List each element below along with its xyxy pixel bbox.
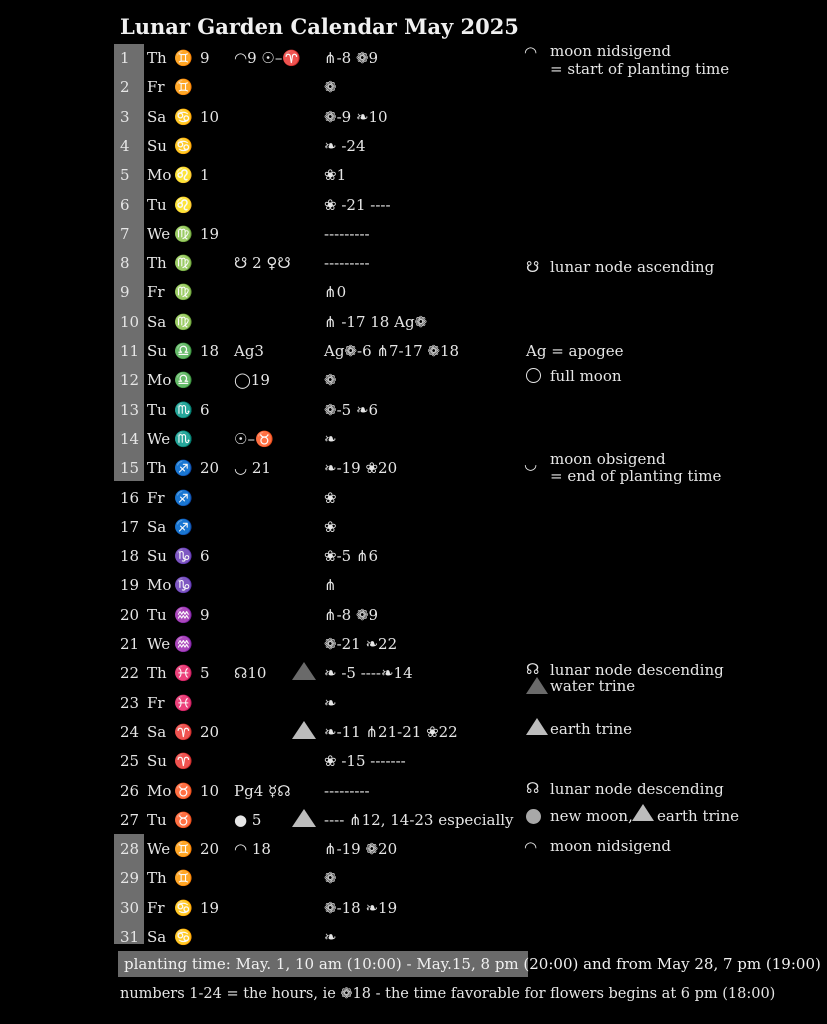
garden-period: ❧-11 ⋔21-21 ❀22: [324, 722, 458, 741]
weekday: Mo: [147, 781, 172, 800]
sign-change-hour: 19: [200, 898, 220, 917]
moon-event: ☊10: [234, 664, 267, 683]
weekday: We: [147, 840, 171, 859]
calendar-row: [0, 132, 827, 161]
weekday: Su: [147, 752, 167, 771]
day-number: 18: [120, 547, 140, 566]
hours-explanation: numbers 1-24 = the hours, ie ❁18 - the time favorable for flowers begins at 6 pm (18:00): [120, 986, 776, 1002]
zodiac-sign-icon: ♊: [174, 49, 193, 67]
garden-period: ❀: [324, 517, 337, 536]
weekday: Sa: [147, 928, 167, 946]
sign-change-hour: 20: [200, 840, 220, 859]
note-node-descending-2: lunar node descending: [550, 780, 724, 798]
day-number: 30: [120, 898, 140, 917]
garden-period: ⋔-19 ❁20: [324, 840, 398, 859]
note-moon-obsigend: moon obsigend: [550, 450, 666, 468]
moon-event: ☉–♉: [234, 429, 274, 448]
full-moon-icon: [526, 368, 541, 383]
weekday: Fr: [147, 693, 165, 712]
zodiac-sign-icon: ♌: [174, 195, 193, 214]
zodiac-sign-icon: ♈: [174, 752, 193, 771]
page-title: Lunar Garden Calendar May 2025: [120, 14, 519, 39]
garden-period: ❧: [324, 928, 337, 946]
day-number: 17: [120, 517, 140, 536]
note-moon-nidsigend-symbol-2: ◠: [524, 838, 538, 856]
day-number: 12: [120, 371, 140, 390]
weekday: Sa: [147, 312, 167, 331]
calendar-row: [0, 337, 827, 366]
garden-period: ❀-5 ⋔6: [324, 547, 379, 566]
new-moon-icon: [526, 809, 541, 824]
calendar-row: [0, 894, 827, 923]
moon-event: ☋ 2 ♀☋: [234, 254, 291, 273]
moon-event: ◯19: [234, 371, 270, 390]
zodiac-sign-icon: ♓: [174, 664, 193, 683]
sign-change-hour: 10: [200, 107, 220, 126]
calendar-row: [0, 630, 827, 659]
garden-period: ❁-18 ❧19: [324, 898, 398, 917]
day-number: 8: [120, 254, 130, 273]
garden-period: ❁: [324, 78, 337, 97]
garden-period: ❁-21 ❧22: [324, 635, 398, 653]
note-node-desc-icon: ☊: [526, 779, 540, 797]
zodiac-sign-icon: ♒: [174, 605, 193, 624]
note-node-descending: lunar node descending: [550, 661, 724, 679]
day-number: 31: [120, 928, 140, 946]
sign-change-hour: 18: [200, 342, 220, 360]
garden-period: ❁-5 ❧6: [324, 400, 379, 419]
day-number: 10: [120, 312, 140, 331]
garden-period: ---------: [324, 224, 370, 243]
garden-period: ❁-9 ❧10: [324, 107, 388, 126]
weekday: Su: [147, 136, 167, 155]
note-moon-nidsigend: moon nidsigend: [550, 42, 672, 60]
calendar-row: [0, 718, 827, 747]
note-node-desc-icon: ☊: [526, 660, 540, 678]
garden-period: ⋔ -17 18 Ag❁: [324, 312, 428, 331]
day-number: 21: [120, 635, 140, 653]
moon-event: ◠ 18: [234, 840, 271, 859]
zodiac-sign-icon: ♍: [174, 312, 193, 331]
zodiac-sign-icon: ♊: [174, 840, 193, 859]
zodiac-sign-icon: ♏: [174, 400, 193, 419]
weekday: Tu: [147, 400, 167, 419]
sign-change-hour: 20: [200, 722, 220, 741]
calendar-row: [0, 513, 827, 542]
zodiac-sign-icon: ♏: [174, 429, 193, 448]
weekday: Mo: [147, 166, 172, 185]
garden-period: ❧: [324, 693, 337, 712]
day-number: 23: [120, 693, 140, 712]
garden-period: ⋔-8 ❁9: [324, 605, 379, 624]
water-trine-icon: [526, 677, 548, 694]
zodiac-sign-icon: ♓: [174, 693, 193, 712]
weekday: Tu: [147, 605, 167, 624]
zodiac-sign-icon: ♋: [174, 107, 193, 126]
water-trine-icon: [292, 659, 316, 688]
day-number: 2: [120, 78, 130, 97]
weekday: Fr: [147, 283, 165, 302]
weekday: Th: [147, 869, 167, 888]
sign-change-hour: 5: [200, 664, 210, 683]
day-number: 24: [120, 722, 140, 741]
zodiac-sign-icon: ♒: [174, 635, 193, 653]
zodiac-sign-icon: ♊: [174, 869, 193, 888]
note-earth-trine: earth trine: [550, 720, 632, 738]
weekday: Su: [147, 342, 167, 360]
day-number: 22: [120, 664, 140, 683]
day-number: 28: [120, 840, 140, 859]
zodiac-sign-icon: ♉: [174, 781, 193, 800]
calendar-row: [0, 689, 827, 718]
garden-period: ❀1: [324, 166, 347, 185]
day-number: 11: [120, 342, 140, 360]
earth-trine-icon: [526, 718, 548, 735]
zodiac-sign-icon: ♈: [174, 722, 193, 741]
garden-period: ❀ -15 -------: [324, 752, 406, 771]
garden-period: ❧ -5 ----❧14: [324, 664, 413, 683]
day-number: 5: [120, 166, 130, 185]
garden-period: ---------: [324, 781, 370, 800]
day-number: 3: [120, 107, 130, 126]
day-number: 4: [120, 136, 130, 155]
zodiac-sign-icon: ♋: [174, 898, 193, 917]
zodiac-sign-icon: ♎: [174, 371, 193, 390]
weekday: We: [147, 429, 171, 448]
weekday: Mo: [147, 576, 172, 595]
weekday: Su: [147, 547, 167, 566]
moon-event: ◠9 ☉–♈: [234, 49, 302, 67]
day-number: 25: [120, 752, 140, 771]
day-number: 1: [120, 49, 130, 67]
day-number: 19: [120, 576, 140, 595]
zodiac-sign-icon: ♑: [174, 576, 193, 595]
earth-trine-icon: [632, 804, 654, 821]
sign-change-hour: 9: [200, 605, 210, 624]
garden-period: ⋔0: [324, 283, 347, 302]
sign-change-hour: 1: [200, 166, 210, 185]
note-water-trine: water trine: [550, 677, 636, 695]
zodiac-sign-icon: ♍: [174, 283, 193, 302]
note-earth-trine-2: earth trine: [657, 807, 739, 825]
weekday: Fr: [147, 488, 165, 507]
zodiac-sign-icon: ♉: [174, 810, 193, 829]
calendar-row: [0, 220, 827, 249]
calendar-row: [0, 366, 827, 395]
calendar-row: [0, 864, 827, 893]
note-full-moon: full moon: [550, 367, 622, 385]
note-moon-nidsigend-2: moon nidsigend: [550, 837, 672, 855]
calendar-row: [0, 191, 827, 220]
note-moon-nidsigend-symbol: ◠: [524, 43, 538, 61]
calendar-row: [0, 484, 827, 513]
zodiac-sign-icon: ♊: [174, 78, 193, 97]
day-number: 20: [120, 605, 140, 624]
calendar-row: [0, 601, 827, 630]
weekday: Th: [147, 254, 167, 273]
calendar-row: [0, 571, 827, 600]
garden-period: ❧-19 ❀20: [324, 459, 398, 478]
sign-change-hour: 6: [200, 400, 210, 419]
weekday: Sa: [147, 517, 167, 536]
calendar-row: [0, 103, 827, 132]
weekday: Sa: [147, 722, 167, 741]
day-number: 14: [120, 429, 140, 448]
calendar-row: [0, 396, 827, 425]
zodiac-sign-icon: ♑: [174, 547, 193, 566]
garden-period: ❁: [324, 869, 337, 888]
note-end-planting: = end of planting time: [550, 467, 722, 485]
note-moon-obsigend-symbol: ◡: [524, 455, 538, 473]
calendar-row: [0, 161, 827, 190]
garden-period: ---------: [324, 254, 370, 273]
sign-change-hour: 20: [200, 459, 220, 478]
calendar-row: [0, 308, 827, 337]
note-start-planting: = start of planting time: [550, 60, 730, 78]
calendar-row: [0, 425, 827, 454]
day-number: 27: [120, 810, 140, 829]
day-number: 6: [120, 195, 130, 214]
note-new-moon: new moon,: [550, 807, 633, 825]
sign-change-hour: 19: [200, 224, 220, 243]
zodiac-sign-icon: ♋: [174, 136, 193, 155]
calendar-row: [0, 278, 827, 307]
day-number: 9: [120, 283, 130, 302]
earth-trine-icon: [292, 718, 316, 747]
day-number: 16: [120, 488, 140, 507]
zodiac-sign-icon: ♎: [174, 342, 193, 360]
calendar-row: [0, 835, 827, 864]
planting-time-text: planting time: May. 1, 10 am (10:00) - May.15, 8 pm (20:00) and from May 28, 7 pm (19:00): [124, 955, 821, 973]
weekday: Th: [147, 49, 167, 67]
garden-period: ❀: [324, 488, 337, 507]
day-number: 29: [120, 869, 140, 888]
day-number: 13: [120, 400, 140, 419]
calendar-row: [0, 923, 827, 952]
weekday: Tu: [147, 810, 167, 829]
zodiac-sign-icon: ♐: [174, 488, 193, 507]
garden-period: ❀ -21 ----: [324, 195, 391, 214]
garden-period: ⋔-8 ❁9: [324, 49, 379, 67]
weekday: We: [147, 635, 171, 653]
sign-change-hour: 10: [200, 781, 220, 800]
day-number: 26: [120, 781, 140, 800]
moon-event: Pg4 ☿☊: [234, 781, 291, 800]
garden-period: Ag❁-6 ⋔7-17 ❁18: [324, 342, 460, 360]
zodiac-sign-icon: ♌: [174, 166, 193, 185]
earth-trine-icon: [292, 806, 316, 835]
moon-event: ● 5: [234, 810, 262, 829]
day-number: 15: [120, 459, 140, 478]
note-node-ascending: lunar node ascending: [550, 258, 715, 276]
garden-period: ❧: [324, 429, 337, 448]
sign-change-hour: 6: [200, 547, 210, 566]
zodiac-sign-icon: ♍: [174, 224, 193, 243]
zodiac-sign-icon: ♐: [174, 459, 193, 478]
calendar-row: [0, 542, 827, 571]
moon-event: Ag3: [234, 342, 264, 360]
weekday: Fr: [147, 898, 165, 917]
garden-period: ❧ -24: [324, 136, 366, 155]
zodiac-sign-icon: ♐: [174, 517, 193, 536]
zodiac-sign-icon: ♍: [174, 254, 193, 273]
weekday: Sa: [147, 107, 167, 126]
garden-period: ❁: [324, 371, 337, 390]
moon-event: ◡ 21: [234, 459, 271, 478]
note-node-asc-icon: ☋: [526, 258, 540, 276]
weekday: Fr: [147, 78, 165, 97]
sign-change-hour: 9: [200, 49, 210, 67]
note-apogee: Ag = apogee: [526, 342, 624, 360]
day-number: 7: [120, 224, 130, 243]
weekday: Mo: [147, 371, 172, 390]
weekday: Tu: [147, 195, 167, 214]
calendar-row: [0, 747, 827, 776]
garden-period: ⋔: [324, 576, 337, 595]
zodiac-sign-icon: ♋: [174, 928, 193, 946]
weekday: Th: [147, 459, 167, 478]
weekday: Th: [147, 664, 167, 683]
weekday: We: [147, 224, 171, 243]
garden-period: ---- ⋔12, 14-23 especially: [324, 810, 514, 829]
